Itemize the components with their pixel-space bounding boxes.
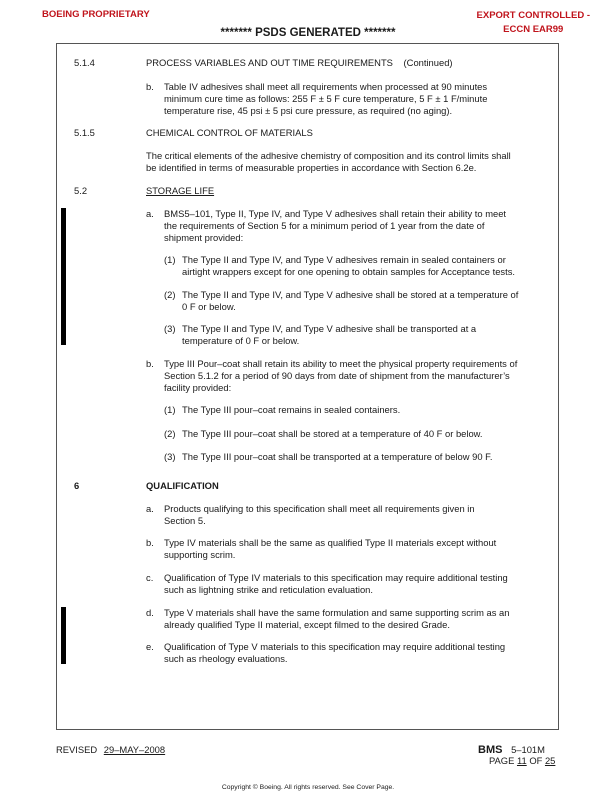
subitem-label: (1) xyxy=(164,404,176,415)
section-title xyxy=(146,57,453,69)
revised-date-value: 29–MAY–2008 xyxy=(103,744,166,755)
subitem-label: (1) xyxy=(164,254,176,265)
paragraph xyxy=(164,641,505,665)
copyright-notice: Copyright © Boeing. All rights reserved. See Cover Page. xyxy=(221,784,395,791)
paragraph-line: Type III Pour–coat shall retain its ability to meet the physical property requirements of xyxy=(164,358,518,369)
paragraph-line: The Type II and Type IV, and Type V adhesive shall be stored at a temperature of xyxy=(182,289,519,300)
subitem-label: (2) xyxy=(164,289,176,300)
paragraph-line: The Type III pour–coat shall be transported at a temperature of below 90 F. xyxy=(182,451,493,462)
section-title: STORAGE LIFE xyxy=(146,185,215,196)
item-label: d. xyxy=(146,607,154,618)
section-number: 5.1.4 xyxy=(74,57,95,68)
item-label: b. xyxy=(146,537,154,548)
proprietary-marking: BOEING PROPRIETARY xyxy=(42,9,150,20)
paragraph-line: shipment provided: xyxy=(164,232,244,243)
paragraph xyxy=(164,208,506,244)
export-line-2: ECCN EAR99 xyxy=(503,24,564,35)
paragraph xyxy=(164,358,517,394)
paragraph-line: Type V materials shall have the same formulation and same supporting scrim as an xyxy=(164,607,510,618)
paragraph-line: The Type III pour–coat remains in sealed containers. xyxy=(182,404,401,415)
item-label: a. xyxy=(146,208,154,219)
paragraph-line: Products qualifying to this specification shall meet all requirements given in xyxy=(164,503,475,514)
of-label: OF xyxy=(529,755,543,766)
item-label: c. xyxy=(146,572,154,583)
paragraph xyxy=(164,572,508,596)
paragraph-line: facility provided: xyxy=(164,382,232,393)
paragraph-line: The Type II and Type IV, and Type V adhesives remain in sealed containers or xyxy=(182,254,506,265)
paragraph-line: The critical elements of the adhesive chemistry of composition and its control limits shall xyxy=(146,150,511,161)
page-current: 11 xyxy=(516,755,527,766)
paragraph-line: airtight wrappers except for one opening to obtain samples for Acceptance tests. xyxy=(182,266,516,277)
paragraph-line: the requirements of Section 5 for a minimum period of 1 year from the date of xyxy=(164,220,485,231)
page-total: 25 xyxy=(544,755,556,766)
paragraph xyxy=(182,254,515,278)
subitem-label: (2) xyxy=(164,428,176,439)
section-title: QUALIFICATION xyxy=(146,480,219,491)
paragraph xyxy=(164,503,475,527)
section-title-text: PROCESS VARIABLES AND OUT TIME REQUIREMENTS xyxy=(146,57,393,68)
paragraph-line: Table IV adhesives shall meet all requirements when processed at 90 minutes xyxy=(164,81,488,92)
subitem-label: (3) xyxy=(164,451,176,462)
subitem-label: (3) xyxy=(164,323,176,334)
bms-label: BMS xyxy=(478,744,503,756)
paragraph-line: Section 5.1.2 for a period of 90 days from date of shipment from the manufacturer’s xyxy=(164,370,510,381)
revision-change-bar xyxy=(61,607,66,664)
paragraph xyxy=(182,289,518,313)
paragraph-line: supporting scrim. xyxy=(164,549,236,560)
psds-banner: ******* PSDS GENERATED ******* xyxy=(220,27,396,39)
paragraph-line: Section 5. xyxy=(164,515,206,526)
paragraph-line: temperature rise, 45 psi ± 5 psi cure pressure, as required (no aging). xyxy=(164,105,453,116)
page-number xyxy=(489,755,555,766)
paragraph xyxy=(182,323,476,347)
paragraph-line: The Type III pour–coat shall be stored at a temperature of 40 F or below. xyxy=(182,428,483,439)
paragraph-line: Qualification of Type IV materials to this specification may require additional testing xyxy=(164,572,508,583)
paragraph-line: be identified in terms of measurable properties in accordance with Section 6.2e. xyxy=(146,162,477,173)
section-title: CHEMICAL CONTROL OF MATERIALS xyxy=(146,127,313,138)
paragraph-line: minimum cure time as follows: 255 F ± 5 F cure temperature, 5 F ± 1 F/minute xyxy=(164,93,488,104)
paragraph-line: temperature of 0 F or below. xyxy=(182,335,300,346)
item-label: a. xyxy=(146,503,154,514)
paragraph-line: such as rheology evaluations. xyxy=(164,653,288,664)
paragraph-line: BMS5–101, Type II, Type IV, and Type V adhesives shall retain their ability to meet xyxy=(164,208,507,219)
paragraph-line: Type IV materials shall be the same as qualified Type II materials except without xyxy=(164,537,497,548)
paragraph-line: Qualification of Type V materials to this specification may require additional testing xyxy=(164,641,506,652)
item-label: e. xyxy=(146,641,154,652)
revised-label: REVISED xyxy=(56,744,98,755)
paragraph xyxy=(164,537,496,561)
revision-date xyxy=(56,744,165,755)
revision-change-bar xyxy=(61,208,66,345)
paragraph xyxy=(146,150,511,174)
paragraph-line: The Type II and Type IV, and Type V adhesive shall be transported at a xyxy=(182,323,477,334)
doc-number: 5–101M xyxy=(511,744,545,755)
section-number: 5.2 xyxy=(74,185,88,196)
paragraph-line: 0 F or below. xyxy=(182,301,236,312)
section-number: 5.1.5 xyxy=(74,127,95,138)
paragraph xyxy=(164,81,487,117)
item-label: b. xyxy=(146,81,154,92)
item-label: b. xyxy=(146,358,154,369)
paragraph xyxy=(164,607,509,631)
export-line-1: EXPORT CONTROLLED - xyxy=(476,10,590,21)
paragraph-line: already qualified Type II material, except filmed to the desired Grade. xyxy=(164,619,450,630)
continued-label: (Continued) xyxy=(403,57,453,68)
section-number: 6 xyxy=(74,480,80,491)
page-label: PAGE xyxy=(489,755,515,766)
paragraph-line: such as lightning strike and reticulation evaluation. xyxy=(164,584,373,595)
